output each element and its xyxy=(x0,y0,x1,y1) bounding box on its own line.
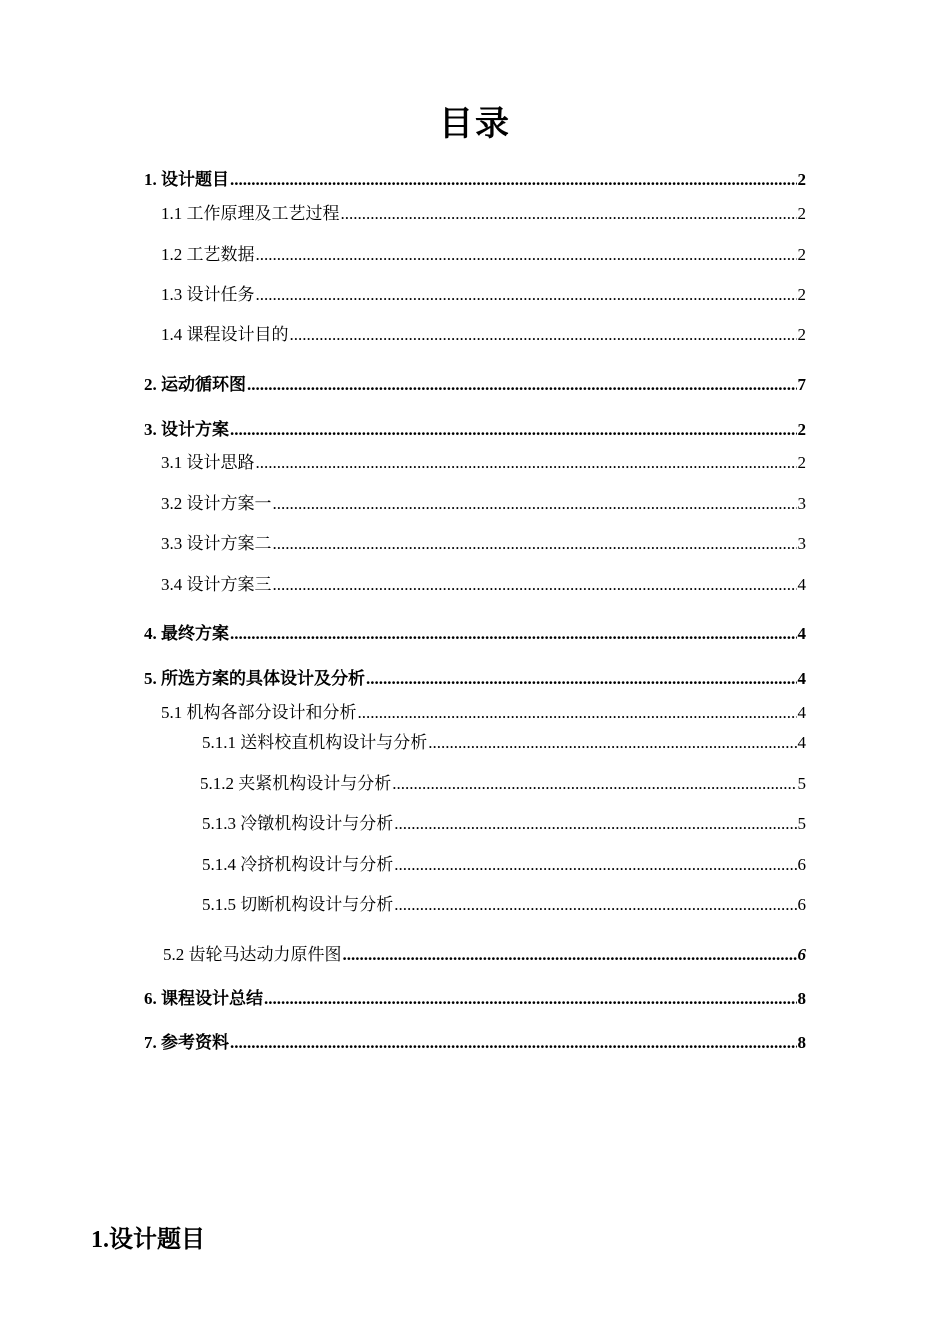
toc-entry-label: 5.1.2 夹紧机构设计与分析 xyxy=(200,774,392,793)
toc-entry-label: 3.3 设计方案二 xyxy=(161,534,272,553)
toc-page-number: 2 xyxy=(797,420,806,439)
toc-entry-label: 3.1 设计思路 xyxy=(161,453,255,472)
toc-entry[interactable] xyxy=(161,243,806,267)
toc-page-number: 6 xyxy=(797,945,806,964)
toc-entry-label: 1. 设计题目 xyxy=(144,170,229,189)
toc-leader xyxy=(230,418,797,442)
toc-entry-label: 5.1.1 送料校直机构设计与分析 xyxy=(202,733,428,752)
toc-entry-label: 5.1.5 切断机构设计与分析 xyxy=(202,895,394,914)
toc-leader xyxy=(247,373,797,397)
toc-entry[interactable] xyxy=(144,667,806,691)
toc-leader xyxy=(273,573,797,597)
toc-entry-label: 1.1 工作原理及工艺过程 xyxy=(161,204,340,223)
toc-entry-label: 5.1.3 冷镦机构设计与分析 xyxy=(202,814,394,833)
toc-entry-label: 3.4 设计方案三 xyxy=(161,575,272,594)
toc-entry[interactable] xyxy=(144,373,806,397)
toc-entry[interactable] xyxy=(202,812,806,836)
toc-entry[interactable] xyxy=(161,492,806,516)
toc-page-number: 4 xyxy=(797,703,806,722)
toc-page-number: 3 xyxy=(797,494,806,513)
toc-page-number: 2 xyxy=(797,245,806,264)
toc-leader xyxy=(273,492,797,516)
toc-page-number: 2 xyxy=(797,325,806,344)
toc-leader xyxy=(290,323,797,347)
toc-leader xyxy=(428,731,796,755)
toc-entry-label: 4. 最终方案 xyxy=(144,624,229,643)
toc-leader xyxy=(256,283,797,307)
toc-entry-label: 3. 设计方案 xyxy=(144,420,229,439)
toc-entry[interactable] xyxy=(161,573,806,597)
toc-entry[interactable] xyxy=(161,701,806,725)
toc-page-number: 7 xyxy=(797,375,806,394)
toc-page-number: 8 xyxy=(797,989,806,1008)
toc-title: 目录 xyxy=(439,106,511,143)
toc-entry[interactable] xyxy=(144,622,806,646)
toc-entry-label: 3.2 设计方案一 xyxy=(161,494,272,513)
toc-entry[interactable] xyxy=(202,731,806,755)
toc-entry[interactable] xyxy=(161,323,806,347)
toc-entry[interactable] xyxy=(161,532,806,556)
toc-page-number: 5 xyxy=(797,814,806,833)
toc-entry[interactable] xyxy=(161,202,806,226)
toc-leader xyxy=(256,243,797,267)
toc-leader xyxy=(273,532,797,556)
toc-leader xyxy=(230,622,797,646)
toc-entry-label: 5. 所选方案的具体设计及分析 xyxy=(144,669,365,688)
toc-page-number: 8 xyxy=(797,1033,806,1052)
toc-entry-label: 1.4 课程设计目的 xyxy=(161,325,289,344)
toc-entry[interactable] xyxy=(144,1031,806,1055)
toc-leader xyxy=(366,667,797,691)
toc-entry-label: 1.2 工艺数据 xyxy=(161,245,255,264)
toc-page-number: 2 xyxy=(797,453,806,472)
toc-entry[interactable] xyxy=(163,943,806,967)
toc-entry[interactable] xyxy=(202,893,806,917)
toc-page-number: 4 xyxy=(797,669,806,688)
toc-page-number: 4 xyxy=(797,733,806,752)
toc-entry-label: 5.1.4 冷挤机构设计与分析 xyxy=(202,855,394,874)
toc-leader xyxy=(256,451,797,475)
toc-entry[interactable] xyxy=(161,451,806,475)
toc-entry[interactable] xyxy=(202,853,806,877)
toc-leader xyxy=(392,772,796,796)
toc-leader xyxy=(264,987,797,1011)
section-heading: 1.设计题目 xyxy=(91,1227,205,1253)
toc-page-number: 2 xyxy=(797,285,806,304)
toc-page-number: 6 xyxy=(797,895,806,914)
toc-page-number: 2 xyxy=(797,204,806,223)
toc-page-number: 4 xyxy=(797,624,806,643)
toc-entry[interactable] xyxy=(144,168,806,192)
toc-entry[interactable] xyxy=(144,418,806,442)
toc-page-number: 2 xyxy=(797,170,806,189)
toc-page-number: 4 xyxy=(797,575,806,594)
toc-leader xyxy=(394,853,796,877)
toc-page-number: 5 xyxy=(797,774,806,793)
toc-entry[interactable] xyxy=(144,987,806,1011)
toc-leader xyxy=(341,202,797,226)
toc-leader xyxy=(394,893,796,917)
toc-entry-label: 5.2 齿轮马达动力原件图 xyxy=(163,945,342,964)
toc-page-number: 3 xyxy=(797,534,806,553)
toc-entry-label: 6. 课程设计总结 xyxy=(144,989,263,1008)
toc-leader xyxy=(343,943,797,967)
toc-leader xyxy=(230,168,797,192)
toc-entry-label: 1.3 设计任务 xyxy=(161,285,255,304)
toc-entry[interactable] xyxy=(161,283,806,307)
toc-leader xyxy=(230,1031,797,1055)
toc-entry-label: 2. 运动循环图 xyxy=(144,375,246,394)
toc-leader xyxy=(358,701,797,725)
toc-leader xyxy=(394,812,796,836)
toc-entry[interactable] xyxy=(200,772,806,796)
toc-entry-label: 7. 参考资料 xyxy=(144,1033,229,1052)
toc-entry-label: 5.1 机构各部分设计和分析 xyxy=(161,703,357,722)
toc-page-number: 6 xyxy=(797,855,806,874)
